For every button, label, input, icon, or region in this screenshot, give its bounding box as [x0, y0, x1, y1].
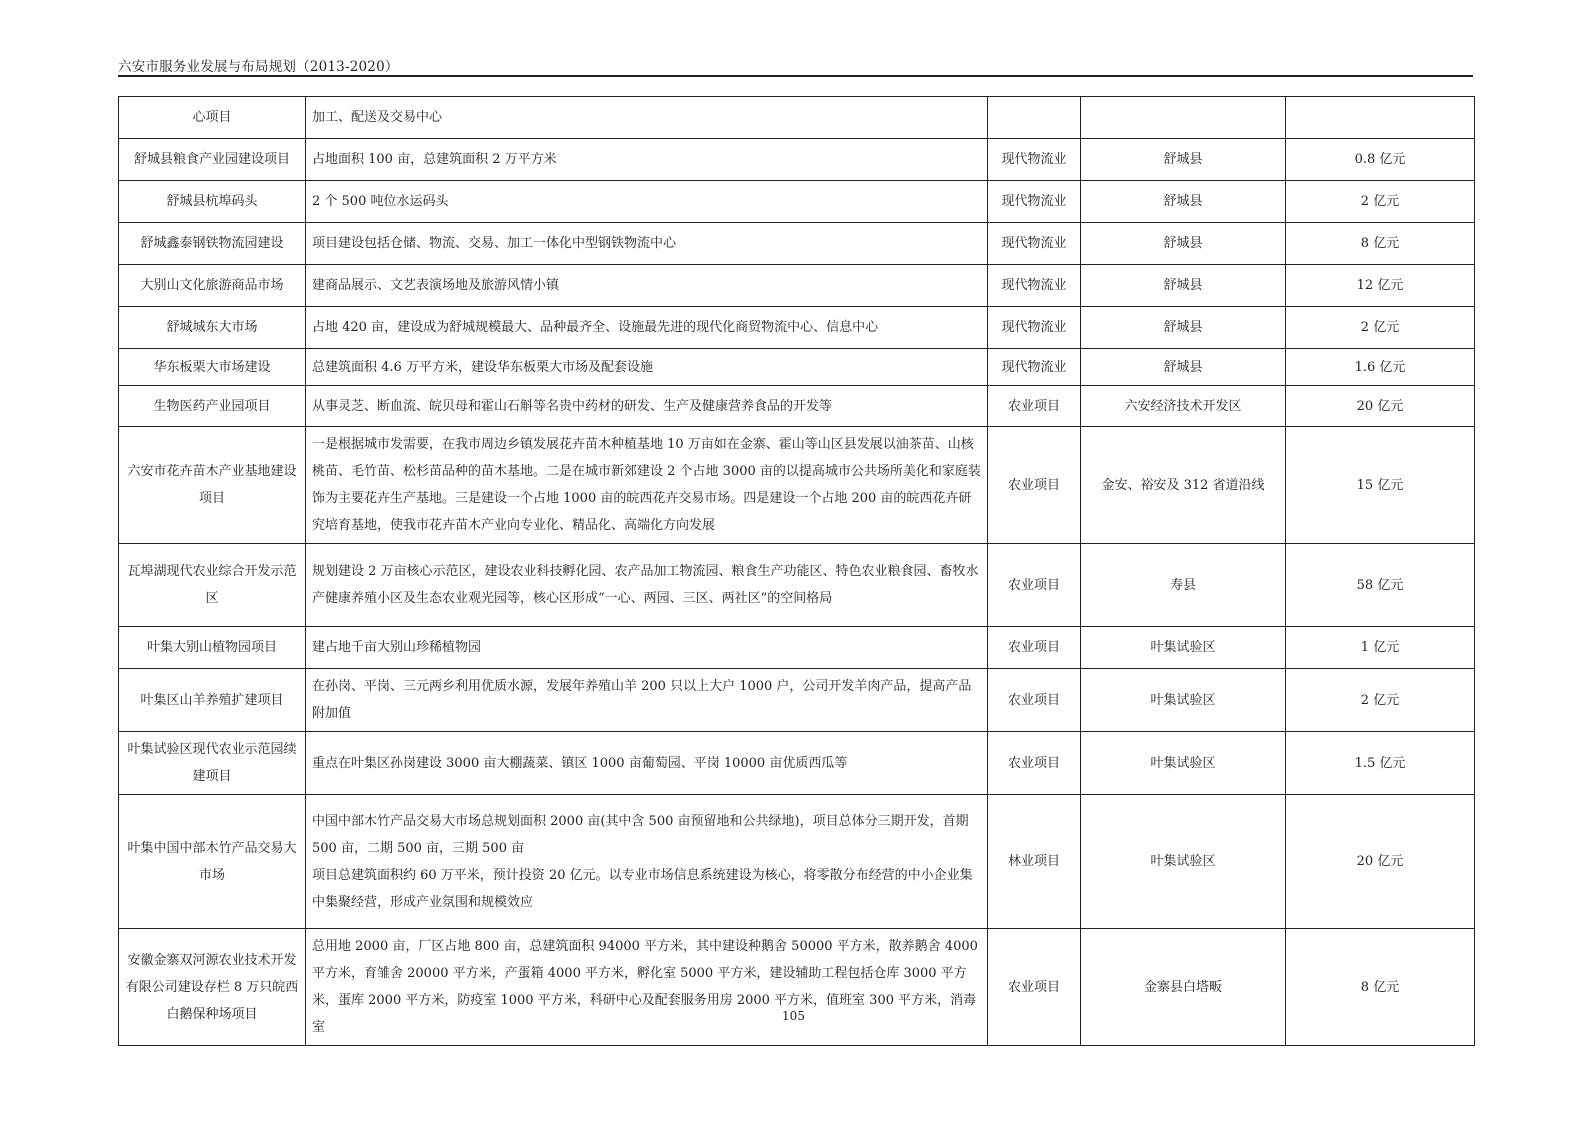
project-name-cell: 六安市花卉苗木产业基地建设项目 — [119, 427, 306, 544]
table-row — [119, 181, 1475, 223]
project-description-cell: 在孙岗、平岗、三元两乡利用优质水源，发展年养殖山羊 200 只以上大户 1000 户，公司开发羊肉产品，提高产品附加值 — [306, 669, 988, 732]
project-category-cell: 现代物流业 — [988, 139, 1081, 181]
table-row — [119, 223, 1475, 265]
project-name-cell: 舒城县粮食产业园建设项目 — [119, 139, 306, 181]
table-row — [119, 265, 1475, 307]
table-row — [119, 669, 1475, 732]
project-investment-cell: 58 亿元 — [1286, 544, 1475, 627]
project-description-cell: 建占地千亩大别山珍稀植物园 — [306, 627, 988, 669]
project-category-cell: 农业项目 — [988, 732, 1081, 795]
project-name-cell: 瓦埠湖现代农业综合开发示范区 — [119, 544, 306, 627]
project-name-cell: 叶集大别山植物园项目 — [119, 627, 306, 669]
project-location-cell — [1081, 97, 1286, 139]
project-description-cell: 占地面积 100 亩，总建筑面积 2 万平方米 — [306, 139, 988, 181]
project-category-cell: 现代物流业 — [988, 307, 1081, 349]
project-description-cell: 建商品展示、文艺表演场地及旅游风情小镇 — [306, 265, 988, 307]
project-location-cell: 金安、裕安及 312 省道沿线 — [1081, 427, 1286, 544]
project-location-cell: 舒城县 — [1081, 307, 1286, 349]
project-category-cell: 农业项目 — [988, 627, 1081, 669]
project-description-cell: 规划建设 2 万亩核心示范区，建设农业科技孵化园、农产品加工物流园、粮食生产功能区、特色农业粮食园、畜牧水产健康养殖小区及生态农业观光园等，核心区形成“一心、两园、三区、两社区”的空间格局 — [306, 544, 988, 627]
project-investment-cell: 20 亿元 — [1286, 795, 1475, 929]
project-investment-cell — [1286, 97, 1475, 139]
project-category-cell — [988, 97, 1081, 139]
project-name-cell: 舒城鑫泰钢铁物流园建设 — [119, 223, 306, 265]
project-table — [118, 96, 1475, 1046]
project-category-cell: 农业项目 — [988, 544, 1081, 627]
project-name-cell: 叶集区山羊养殖扩建项目 — [119, 669, 306, 732]
table-row — [119, 349, 1475, 386]
project-name-cell: 叶集中国中部木竹产品交易大市场 — [119, 795, 306, 929]
project-investment-cell: 1.6 亿元 — [1286, 349, 1475, 386]
project-category-cell: 现代物流业 — [988, 223, 1081, 265]
project-description-cell: 项目建设包括仓储、物流、交易、加工一体化中型钢铁物流中心 — [306, 223, 988, 265]
table-row — [119, 627, 1475, 669]
project-description-cell: 重点在叶集区孙岗建设 3000 亩大棚蔬菜、镇区 1000 亩葡萄园、平岗 10000 亩优质西瓜等 — [306, 732, 988, 795]
table-row — [119, 427, 1475, 544]
project-location-cell: 舒城县 — [1081, 223, 1286, 265]
project-investment-cell: 8 亿元 — [1286, 929, 1475, 1046]
project-category-cell: 农业项目 — [988, 669, 1081, 732]
project-investment-cell: 1 亿元 — [1286, 627, 1475, 669]
project-investment-cell: 15 亿元 — [1286, 427, 1475, 544]
project-name-cell: 生物医药产业园项目 — [119, 386, 306, 427]
project-category-cell: 现代物流业 — [988, 265, 1081, 307]
project-name-cell: 心项目 — [119, 97, 306, 139]
project-category-cell: 农业项目 — [988, 929, 1081, 1046]
project-investment-cell: 8 亿元 — [1286, 223, 1475, 265]
project-location-cell: 叶集试验区 — [1081, 795, 1286, 929]
project-description-cell: 总建筑面积 4.6 万平方米，建设华东板栗大市场及配套设施 — [306, 349, 988, 386]
header-rule — [118, 75, 1473, 77]
project-location-cell: 舒城县 — [1081, 349, 1286, 386]
project-description-cell: 2 个 500 吨位水运码头 — [306, 181, 988, 223]
project-description-cell: 加工、配送及交易中心 — [306, 97, 988, 139]
table-row — [119, 544, 1475, 627]
project-investment-cell: 12 亿元 — [1286, 265, 1475, 307]
project-category-cell: 农业项目 — [988, 427, 1081, 544]
project-category-cell: 林业项目 — [988, 795, 1081, 929]
project-description-cell: 总用地 2000 亩，厂区占地 800 亩，总建筑面积 94000 平方米，其中建设种鹅舍 50000 平方米，散养鹅舍 4000 平方米，育雏舍 20000 平方米，产蛋箱 4000 平方米，孵化室 5000 平方米，建设辅助工程包括仓库 3000 平方米，蛋库 2000 平方米，防疫室 1000 平方米，科研中心及配套服务用房 2000 平方米，值班室 300 平方米，消毒室 — [306, 929, 988, 1046]
project-location-cell: 叶集试验区 — [1081, 627, 1286, 669]
table-row — [119, 307, 1475, 349]
project-category-cell: 现代物流业 — [988, 181, 1081, 223]
project-name-cell: 舒城县杭埠码头 — [119, 181, 306, 223]
project-description-cell: 从事灵芝、断血流、皖贝母和霍山石斛等名贵中药材的研发、生产及健康营养食品的开发等 — [306, 386, 988, 427]
running-header: 六安市服务业发展与布局规划（2013-2020） — [118, 59, 399, 75]
project-location-cell: 舒城县 — [1081, 265, 1286, 307]
project-location-cell: 金寨县白塔畈 — [1081, 929, 1286, 1046]
table-row — [119, 929, 1475, 1046]
project-investment-cell: 2 亿元 — [1286, 669, 1475, 732]
project-name-cell: 叶集试验区现代农业示范园续建项目 — [119, 732, 306, 795]
project-name-cell: 舒城城东大市场 — [119, 307, 306, 349]
project-location-cell: 叶集试验区 — [1081, 732, 1286, 795]
project-investment-cell: 2 亿元 — [1286, 307, 1475, 349]
table-row — [119, 386, 1475, 427]
table-row — [119, 139, 1475, 181]
table-row — [119, 732, 1475, 795]
project-location-cell: 六安经济技术开发区 — [1081, 386, 1286, 427]
project-investment-cell: 20 亿元 — [1286, 386, 1475, 427]
project-category-cell: 农业项目 — [988, 386, 1081, 427]
table-row — [119, 97, 1475, 139]
project-location-cell: 叶集试验区 — [1081, 669, 1286, 732]
project-location-cell: 寿县 — [1081, 544, 1286, 627]
project-name-cell: 华东板栗大市场建设 — [119, 349, 306, 386]
project-name-cell: 安徽金寨双河源农业技术开发有限公司建设存栏 8 万只皖西白鹅保种场项目 — [119, 929, 306, 1046]
page-number: 105 — [782, 1009, 805, 1023]
project-description-cell: 一是根据城市发需要，在我市周边乡镇发展花卉苗木种植基地 10 万亩如在金寨、霍山等山区县发展以油茶苗、山核桃苗、毛竹苗、松杉苗品种的苗木基地。二是在城市新郊建设 2 个占地 3000 亩的以提高城市公共场所美化和家庭装饰为主要花卉生产基地。三是建设一个占地 1000 亩的皖西花卉交易市场。四是建设一个占地 200 亩的皖西花卉研究培育基地，使我市花卉苗木产业向专业化、精品化、高端化方向发展 — [306, 427, 988, 544]
project-description-cell: 中国中部木竹产品交易大市场总规划面积 2000 亩(其中含 500 亩预留地和公共绿地)，项目总体分三期开发，首期 500 亩，二期 500 亩，三期 500 亩 项目总建筑面积约 60 万平米，预计投资 20 亿元。以专业市场信息系统建设为核心，将零散分布经营的中小企业集中集聚经营，形成产业氛围和规模效应 — [306, 795, 988, 929]
project-investment-cell: 2 亿元 — [1286, 181, 1475, 223]
table-row — [119, 795, 1475, 929]
project-name-cell: 大别山文化旅游商品市场 — [119, 265, 306, 307]
project-location-cell: 舒城县 — [1081, 181, 1286, 223]
project-description-cell: 占地 420 亩，建设成为舒城规模最大、品种最齐全、设施最先进的现代化商贸物流中心、信息中心 — [306, 307, 988, 349]
project-location-cell: 舒城县 — [1081, 139, 1286, 181]
project-investment-cell: 1.5 亿元 — [1286, 732, 1475, 795]
project-investment-cell: 0.8 亿元 — [1286, 139, 1475, 181]
project-category-cell: 现代物流业 — [988, 349, 1081, 386]
